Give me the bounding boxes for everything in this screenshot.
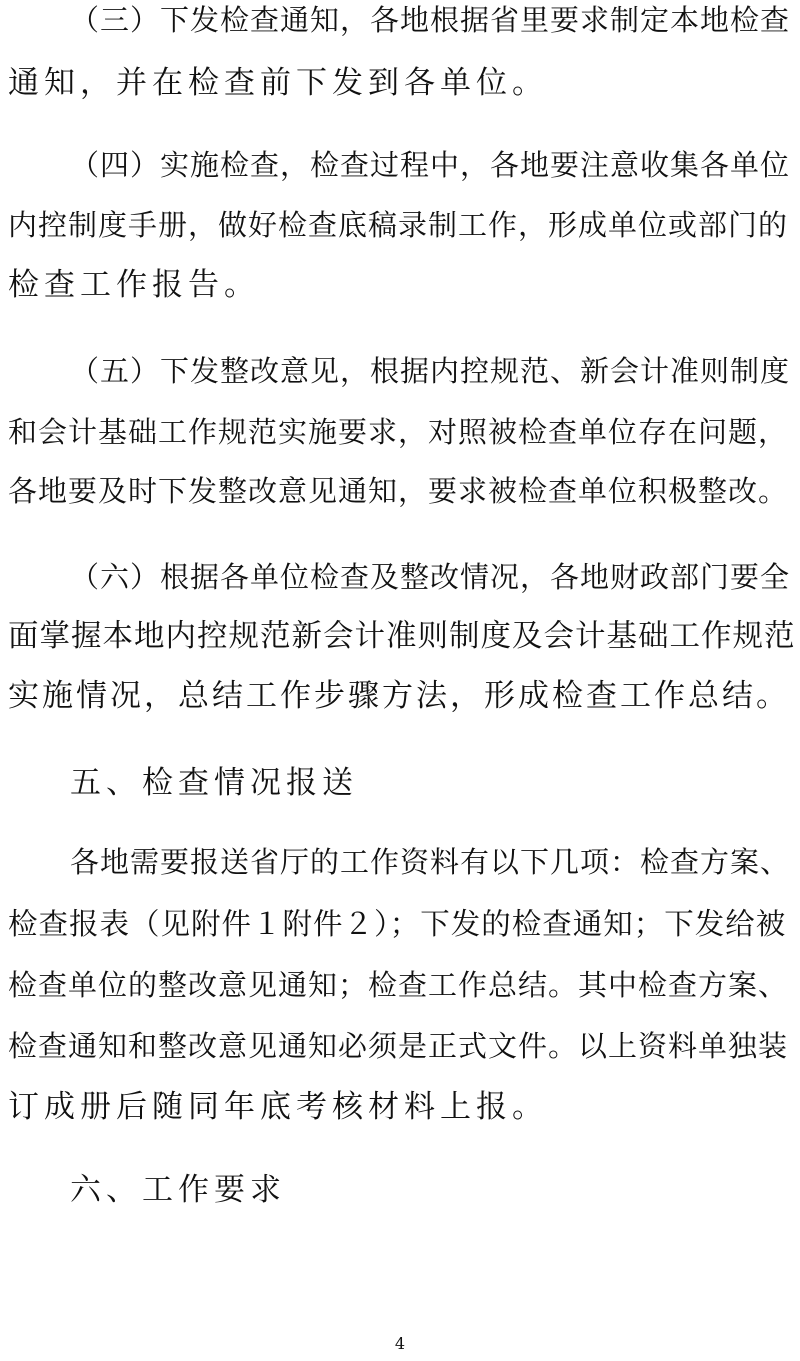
para-6-line-2: 面掌握本地内控规范新会计准则制度及会计基础工作规范	[8, 619, 796, 654]
para-5-line-1: （五）下发整改意见，根据内控规范、新会计准则制度	[70, 354, 791, 388]
para-4-line-3: 检查工作报告。	[8, 267, 260, 303]
para-5-line-2: 和会计基础工作规范实施要求，对照被检查单位存在问题，	[8, 415, 789, 449]
para-5-line-3: 各地要及时下发整改意见通知，要求被检查单位积极整改。	[8, 474, 789, 508]
para-3-line-2: 通知，并在检查前下发到各单位。	[8, 65, 548, 101]
report-para-line-1: 各地需要报送省厅的工作资料有以下几项：检查方案、	[70, 845, 791, 879]
section-heading-5: 五、检查情况报送	[70, 765, 358, 801]
para-4-line-1: （四）实施检查，检查过程中，各地要注意收集各单位	[70, 148, 791, 182]
page-number: 4	[394, 1334, 406, 1353]
para-3-line-1: （三）下发检查通知，各地根据省里要求制定本地检查	[70, 3, 791, 37]
para-6-line-3: 实施情况，总结工作步骤方法，形成检查工作总结。	[8, 678, 790, 714]
para-6-line-1: （六）根据各单位检查及整改情况，各地财政部门要全	[70, 560, 791, 594]
para-4-line-2: 内控制度手册，做好检查底稿录制工作，形成单位或部门的	[8, 208, 789, 242]
report-para-line-3: 检查单位的整改意见通知；检查工作总结。其中检查方案、	[8, 968, 789, 1002]
report-para-line-2: 检查报表（见附件１附件２）；下发的检查通知；下发给被	[8, 907, 787, 941]
section-heading-6: 六、工作要求	[70, 1172, 286, 1208]
report-para-line-5: 订成册后随同年底考核材料上报。	[8, 1089, 548, 1125]
report-para-line-4: 检查通知和整改意见通知必须是正式文件。以上资料单独装	[8, 1029, 789, 1063]
